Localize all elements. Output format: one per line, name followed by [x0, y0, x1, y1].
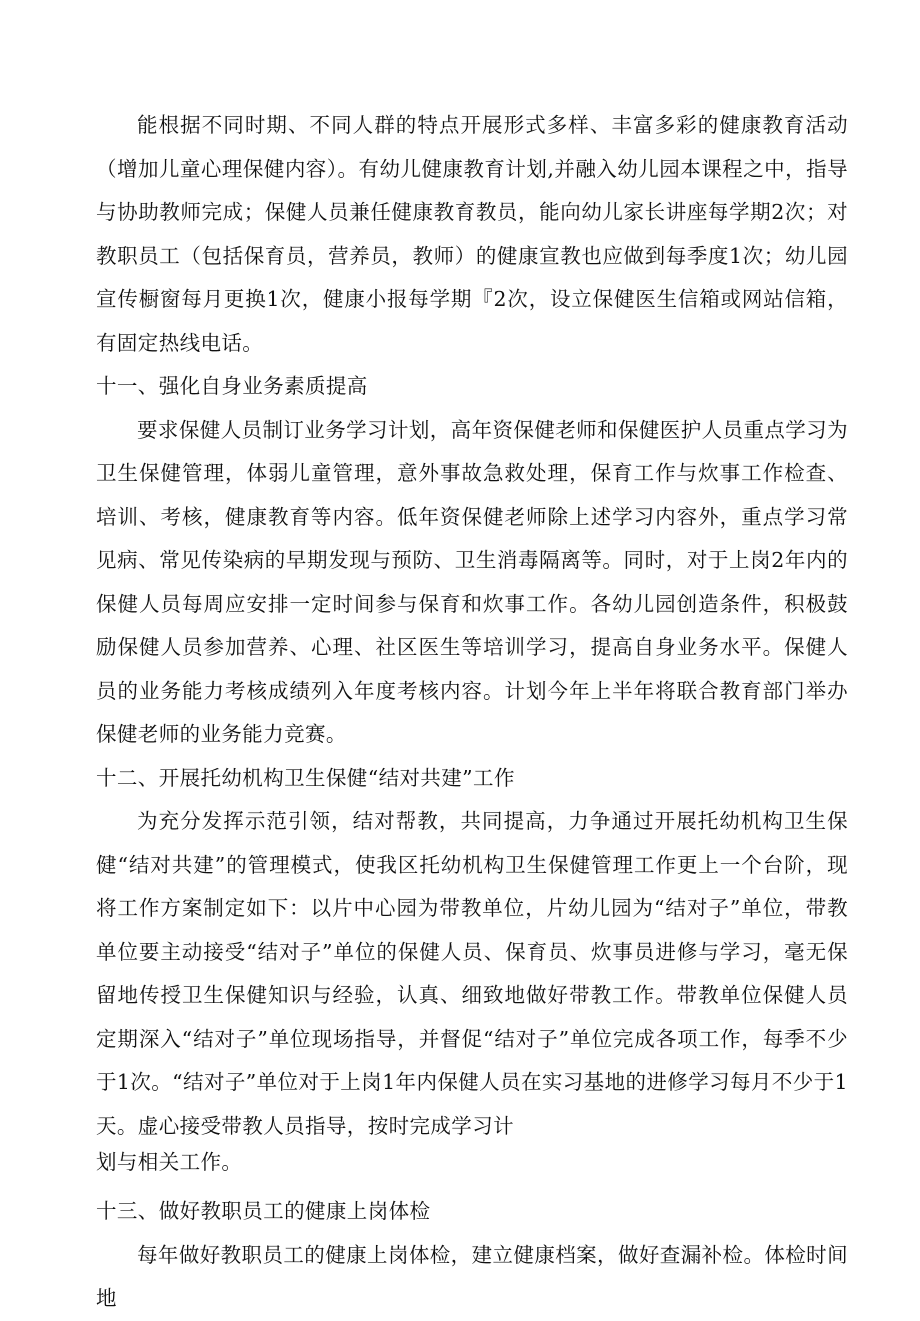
- heading-section-13: 十三、做好教职员工的健康上岗体检: [96, 1199, 431, 1223]
- paragraph-staff-checkup: 每年做好教职员工的健康上岗体检，建立健康档案，做好查漏补检。体检时间地: [96, 1242, 848, 1310]
- document-page: [96, 104, 848, 1321]
- paragraph-pairing-program: 为充分发挥示范引领，结对帮教，共同提高，力争通过开展托幼机构卫生保健“结对共建”的管理模式，使我区托幼机构卫生保健管理工作更上一个台阶，现将工作方案制定如下：以片中心园为带教单位，片幼儿园为“结对子”单位，带教单位要主动接受“结对子”单位的保健人员、保育员、炊事员进修与学习，毫无保留地传授卫生保健知识与经验，认真、细致地做好带教工作。带教单位保健人员定期深入“结对子”单位现场指导，并督促“结对子”单位完成各项工作，每季不少于1次。“结对子”单位对于上岗1年内保健人员在实习基地的进修学习每月不少于1天。虚心接受带教人员指导，按时完成学习计: [96, 809, 848, 1138]
- paragraph-professional-study: 要求保健人员制订业务学习计划，高年资保健老师和保健医护人员重点学习为卫生保健管理，体弱儿童管理，意外事故急救处理，保育工作与炊事工作检查、培训、考核，健康教育等内容。低年资保健老师除上述学习内容外，重点学习常见病、常见传染病的早期发现与预防、卫生消毒隔离等。同时，对于上岗2年内的保健人员每周应安排一定时间参与保育和炊事工作。各幼儿园创造条件，积极鼓励保健人员参加营养、心理、社区医生等培训学习，提高自身业务水平。保健人员的业务能力考核成绩列入年度考核内容。计划今年上半年将联合教育部门举办保健老师的业务能力竞赛。: [96, 417, 848, 746]
- paragraph-health-education: 能根据不同时期、不同人群的特点开展形式多样、丰富多彩的健康教育活动（增加儿童心理保健内容）。有幼儿健康教育计划,并融入幼儿园本课程之中，指导与协助教师完成；保健人员兼任健康教育教员，能向幼儿家长讲座每学期2次；对教职员工（包括保育员，营养员，教师）的健康宣教也应做到每季度1次；幼儿园宣传橱窗每月更换1次，健康小报每学期『2次，设立保健医生信箱或网站信箱，有固定热线电话。: [96, 113, 848, 355]
- tail-line: 划与相关工作。: [96, 1150, 243, 1174]
- heading-section-11: 十一、强化自身业务素质提高: [96, 374, 368, 398]
- paragraph-pairing-tail: [96, 1148, 848, 1176]
- heading-section-12: 十二、开展托幼机构卫生保健“结对共建”工作: [96, 765, 515, 790]
